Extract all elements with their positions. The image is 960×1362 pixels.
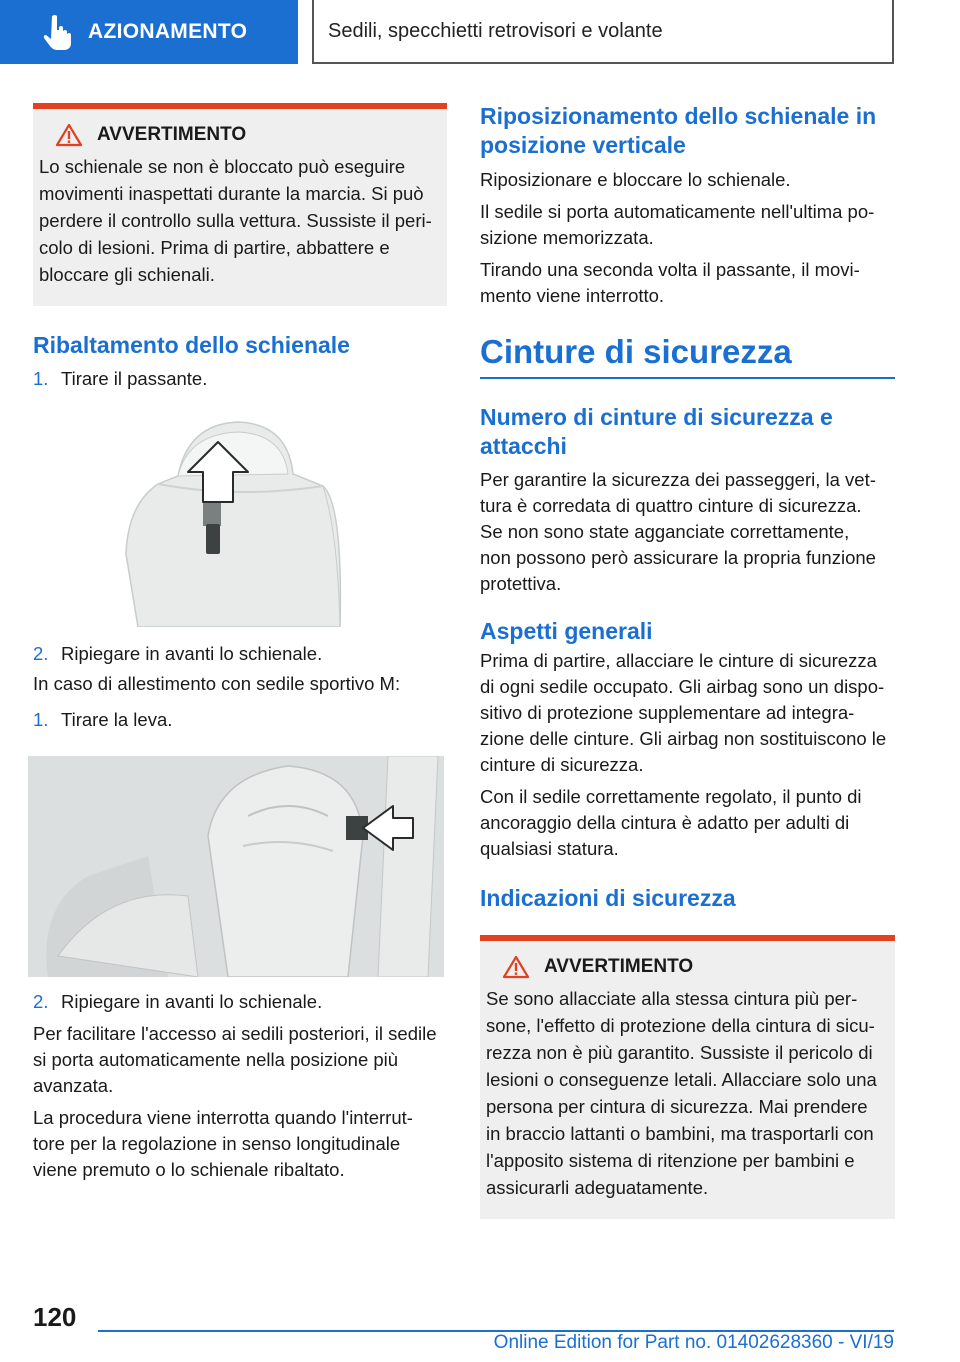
warning-title: AVVERTIMENTO [39, 123, 439, 147]
list-item: 1. Tirare il passante. [33, 368, 208, 389]
paragraph: Per garantire la sicurezza dei passeggeri, la vet- tura è corredata di quattro cinture di sicurezza. Se non sono state agganciate correttamente, non possono però assicurare la propria funzione protettiva. [480, 469, 876, 594]
page-number: 120 [33, 1302, 77, 1332]
section-label: AZIONAMENTO [88, 20, 248, 43]
heading-aspetti: Aspetti generali [480, 618, 653, 644]
paragraph: In caso di allestimento con sedile sportivo M: [33, 673, 401, 694]
hand-pointer-icon [38, 12, 78, 52]
list-item: 1. Tirare la leva. [33, 709, 173, 730]
paragraph: Per facilitare l'accesso ai sedili posteriori, il sedile si porta automaticamente nella posizione più avanzata. [33, 1023, 437, 1096]
heading-cinture: Cinture di sicurezza [480, 329, 895, 379]
paragraph: Tirando una seconda volta il passante, il movi- mento viene interrotto. [480, 259, 860, 306]
warning-box [33, 103, 447, 306]
warning-title: AVVERTIMENTO [486, 955, 887, 979]
heading-indicazioni: Indicazioni di sicurezza [480, 885, 736, 911]
paragraph: Riposizionare e bloccare lo schienale. [480, 169, 791, 190]
section-tab [0, 0, 298, 64]
warning-triangle-icon [502, 955, 530, 979]
paragraph: Il sedile si porta automaticamente nell'ultima po- sizione memorizzata. [480, 201, 875, 248]
paragraph: Prima di partire, allacciare le cinture di sicurezza di ogni sedile occupato. Gli airbag sono un dispo- sitivo di protezione supplementare ad integra- zione delle cinture. Gli airbag non sostituiscono le cinture di sicurezza. [480, 650, 887, 775]
warning-text: Se sono allacciate alla stessa cintura più per- sone, l'effetto di protezione della cintura di sicu- rezza non è più garantito. Sussiste il pericolo di lesioni o conseguenze letali. Allacciare solo una persona per cintura di sicurezza. Mai prendere in braccio lattanti o bambini, ma trasportarli con l'apposito sistema di ritenzione per bambini e assicurarli adeguatamente. [486, 988, 877, 1198]
paragraph: Con il sedile correttamente regolato, il punto di ancoraggio della cintura è adatto per adulti di qualsiasi statura. [480, 786, 862, 859]
paragraph: La procedura viene interrotta quando l'interrut- tore per la regolazione in senso longitudinale viene premuto o lo schienale ribaltato. [33, 1107, 413, 1180]
heading-numero: Numero di cinture di sicurezza e attacchi [480, 404, 833, 459]
page-title-text: Sedili, specchietti retrovisori e volante [328, 19, 663, 42]
list-item: 2. Ripiegare in avanti lo schienale. [33, 643, 323, 664]
figure-sport-seat-lever [28, 756, 444, 977]
edition-label: Online Edition for Part no. 01402628360 - VI/19 [493, 1332, 894, 1353]
warning-triangle-icon [55, 123, 83, 147]
right-column [480, 102, 895, 1219]
figure-seat-strap [88, 414, 346, 627]
heading-ribaltamento: Ribaltamento dello schienale [33, 332, 350, 358]
page-title [312, 0, 894, 64]
list-item: 2. Ripiegare in avanti lo schienale. [33, 991, 323, 1012]
warning-box [480, 935, 895, 1219]
warning-text: Lo schienale se non è bloccato può eseguire movimenti inaspettati durante la marcia. Si può perdere il controllo sulla vettura. Sussiste il peri- colo di lesioni. Prima di partire, abbattere e bloccare gli schienali. [39, 156, 432, 285]
left-column [33, 103, 447, 1183]
heading-riposizionamento: Riposizionamento dello schienale in posizione verticale [480, 103, 877, 158]
